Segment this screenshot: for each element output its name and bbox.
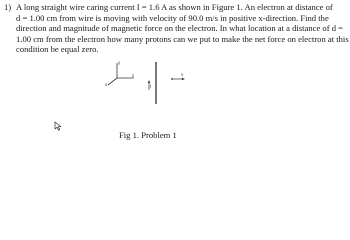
problem-line: direction and magnitude of magnetic force on the electron. In what location at a distance of d =	[16, 23, 343, 34]
wire-electron-diagram	[104, 60, 244, 122]
velocity-label: v	[181, 72, 184, 77]
electron-velocity	[171, 72, 185, 80]
problem-line: 1.00 cm from the electron how many protons can we put to make the net force on electron at this	[16, 33, 349, 44]
velocity-arrow-head	[182, 78, 185, 80]
z-axis-label: z	[132, 73, 135, 78]
problem-line: d = 1.00 cm from wire is moving with velocity of 90.0 m/s in positive x-direction. Find the	[16, 12, 329, 23]
figure-caption: Fig 1. Problem 1	[119, 130, 177, 140]
x-axis	[108, 78, 117, 85]
figure-1-diagram	[104, 60, 244, 122]
y-axis-label: y	[118, 60, 121, 65]
problem-line: A long straight wire caring current I = 1.6 A as shown in Figure 1. An electron at distance of	[16, 2, 333, 12]
current-label: I	[150, 84, 152, 89]
current-arrow-head	[148, 80, 150, 83]
mouse-pointer-icon	[54, 121, 62, 131]
problem-line: condition be equal zero.	[16, 44, 99, 55]
current-wire	[148, 62, 156, 104]
coordinate-axes	[105, 60, 134, 87]
problem-statement	[16, 2, 349, 55]
x-axis-label: x	[105, 82, 108, 87]
problem-number: 1)	[4, 2, 12, 12]
